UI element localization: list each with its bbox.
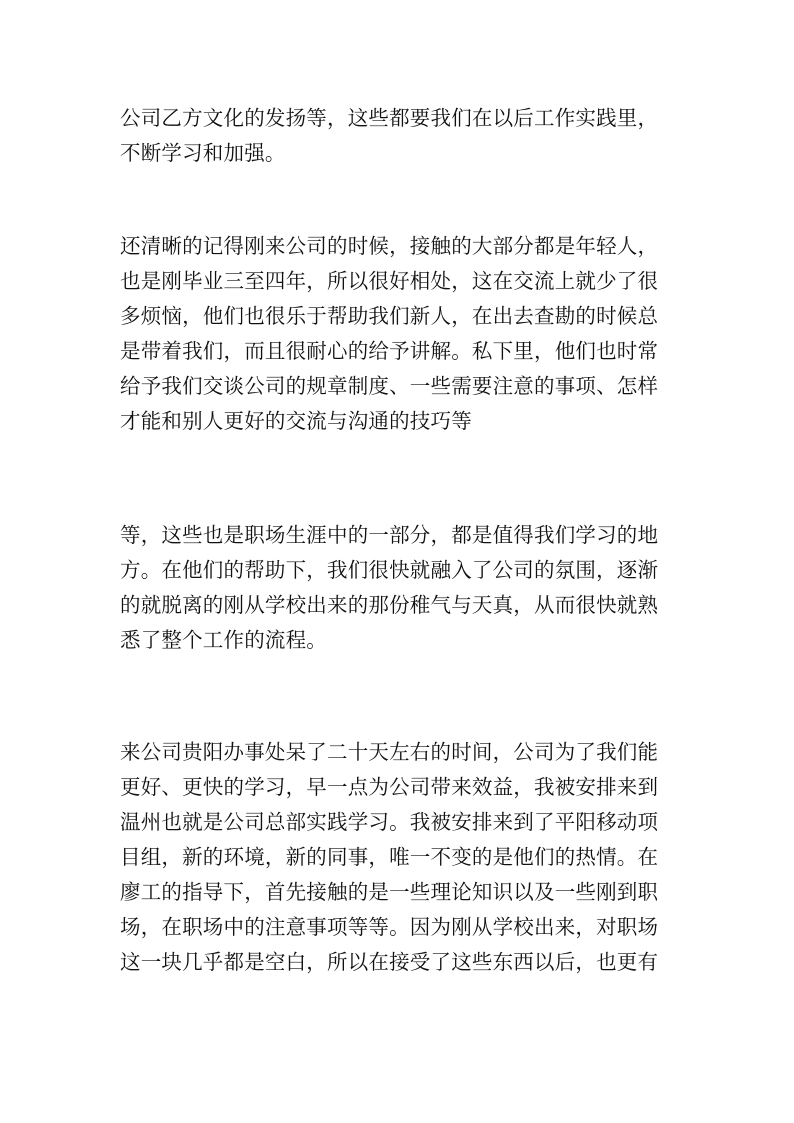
text-line: 公司乙方文化的发扬等，这些都要我们在以后工作实践里，	[120, 106, 659, 130]
text-line: 等，这些也是职场生涯中的一部分，都是值得我们学习的地	[120, 523, 659, 547]
text-line: 悉了整个工作的流程。	[120, 628, 327, 652]
text-line: 的就脱离的刚从学校出来的那份稚气与天真，从而很快就熟	[120, 593, 659, 617]
paragraph	[120, 735, 680, 980]
text-line: 给予我们交谈公司的规章制度、一些需要注意的事项、怎样	[120, 374, 659, 398]
text-line: 不断学习和加强。	[120, 141, 286, 165]
text-line: 廖工的指导下，首先接触的是一些理论知识以及一些刚到职	[120, 880, 659, 904]
text-line: 更好、更快的学习，早一点为公司带来效益，我被安排来到	[120, 775, 659, 799]
text-line: 场，在职场中的注意事项等等。因为刚从学校出来，对职场	[120, 915, 659, 939]
text-line: 是带着我们，而且很耐心的给予讲解。私下里，他们也时常	[120, 339, 659, 363]
paragraph	[120, 518, 680, 658]
text-line: 温州也就是公司总部实践学习。我被安排来到了平阳移动项	[120, 810, 659, 834]
text-line: 多烦恼，他们也很乐于帮助我们新人，在出去查勘的时候总	[120, 304, 659, 328]
text-line: 还清晰的记得刚来公司的时候，接触的大部分都是年轻人，	[120, 234, 659, 258]
text-line: 方。在他们的帮助下，我们很快就融入了公司的氛围，逐渐	[120, 558, 659, 582]
text-line: 才能和别人更好的交流与沟通的技巧等	[120, 409, 472, 433]
text-line: 也是刚毕业三至四年，所以很好相处，这在交流上就少了很	[120, 269, 659, 293]
text-line: 目组，新的环境，新的同事，唯一不变的是他们的热情。在	[120, 845, 659, 869]
paragraph	[120, 229, 680, 439]
text-line: 这一块几乎都是空白，所以在接受了这些东西以后，也更有	[120, 950, 659, 974]
text-line: 来公司贵阳办事处呆了二十天左右的时间，公司为了我们能	[120, 740, 659, 764]
paragraph	[120, 101, 680, 171]
